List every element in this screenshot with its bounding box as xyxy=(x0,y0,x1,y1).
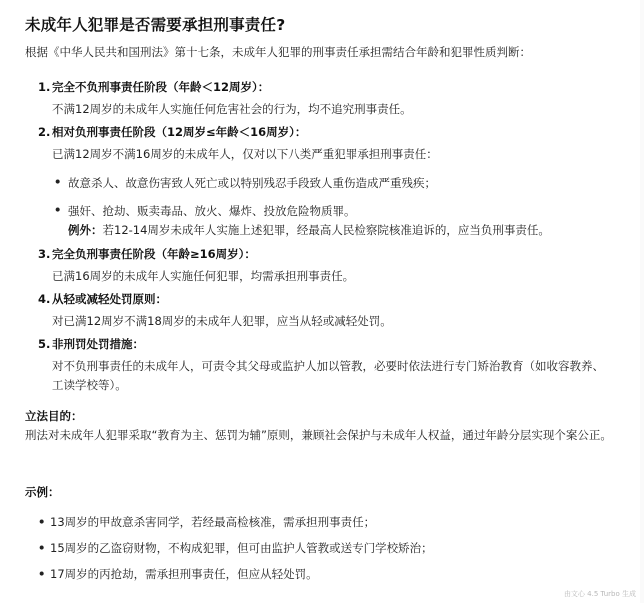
example-text: 13周岁的甲故意杀害同学，若经最高检核准，需承担刑事责任； xyxy=(50,515,376,529)
ai-generated-watermark: 由文心 4.5 Turbo 生成 xyxy=(563,590,636,598)
bullet-dot: • xyxy=(54,175,62,189)
exception-note xyxy=(68,222,550,238)
bullet-dot: • xyxy=(38,515,46,529)
item-body: 已满12周岁不满16周岁的未成年人，仅对以下八类严重犯罪承担刑事责任： xyxy=(52,147,438,161)
list-item-5 xyxy=(38,336,628,395)
item-body: 对不负刑事责任的未成年人，可责令其父母或监护人加以管教，必要时依法进行专门矫治教育（如收容教养、工读学校等）。 xyxy=(52,359,604,392)
scrollbar[interactable] xyxy=(640,0,644,603)
item-body: 对已满12周岁不满18周岁的未成年人犯罪，应当从轻或减轻处罚。 xyxy=(52,314,392,328)
item-heading: 从轻或减轻处罚原则： xyxy=(52,292,167,306)
page-title: 未成年人犯罪是否需要承担刑事责任? xyxy=(25,16,286,34)
exception-text: 若12-14周岁未成年人实施上述犯罪，经最高人民检察院核准追诉的，应当负刑事责任。 xyxy=(102,223,550,237)
example-text: 17周岁的丙抢劫，需承担刑事责任，但应从轻处罚。 xyxy=(50,567,318,581)
purpose-text: 刑法对未成年人犯罪采取“教育为主、惩罚为辅”原则，兼顾社会保护与未成年人权益，通过年龄分层实现个案公正。 xyxy=(25,428,612,442)
exception-label: 例外： xyxy=(68,223,103,237)
list-item-2 xyxy=(38,124,628,164)
example-item xyxy=(38,566,318,582)
item-number: 1. xyxy=(38,80,51,94)
example-item xyxy=(38,514,375,530)
example-text: 15周岁的乙盗窃财物，不构成犯罪，但可由监护人管教或送专门学校矫治； xyxy=(50,541,433,555)
intro-text: 根据《中华人民共和国刑法》第十七条，未成年人犯罪的刑事责任承担需结合年龄和犯罪性质判断： xyxy=(25,45,531,59)
item-body: 不满12周岁的未成年人实施任何危害社会的行为，均不追究刑事责任。 xyxy=(52,102,412,116)
bullet-dot: • xyxy=(38,567,46,581)
bullet-dot: • xyxy=(54,203,62,217)
purpose-heading: 立法目的： xyxy=(25,409,83,423)
crime-text: 强奸、抢劫、贩卖毒品、放火、爆炸、投放危险物质罪。 xyxy=(68,204,356,218)
example-item xyxy=(38,540,433,556)
crime-list xyxy=(54,203,614,219)
crime-list xyxy=(54,175,614,191)
crime-item xyxy=(54,175,614,191)
item-body: 已满16周岁的未成年人实施任何犯罪，均需承担刑事责任。 xyxy=(52,269,355,283)
item-number: 5. xyxy=(38,337,51,351)
item-number: 3. xyxy=(38,247,51,261)
examples-heading: 示例： xyxy=(25,485,60,499)
item-number: 4. xyxy=(38,292,51,306)
item-heading: 相对负刑事责任阶段（12周岁≤年龄＜16周岁）： xyxy=(52,125,307,139)
list-item-1 xyxy=(38,79,628,119)
item-number: 2. xyxy=(38,125,51,139)
crime-item xyxy=(54,203,614,219)
bullet-dot: • xyxy=(38,541,46,555)
crime-text: 故意杀人、故意伤害致人死亡或以特别残忍手段致人重伤造成严重残疾； xyxy=(68,176,436,190)
list-item-3 xyxy=(38,246,628,286)
item-heading: 完全不负刑事责任阶段（年龄＜12周岁）： xyxy=(52,80,270,94)
item-heading: 完全负刑事责任阶段（年龄≥16周岁）： xyxy=(52,247,256,261)
item-heading: 非刑罚处罚措施： xyxy=(52,337,144,351)
list-item-4 xyxy=(38,291,628,331)
